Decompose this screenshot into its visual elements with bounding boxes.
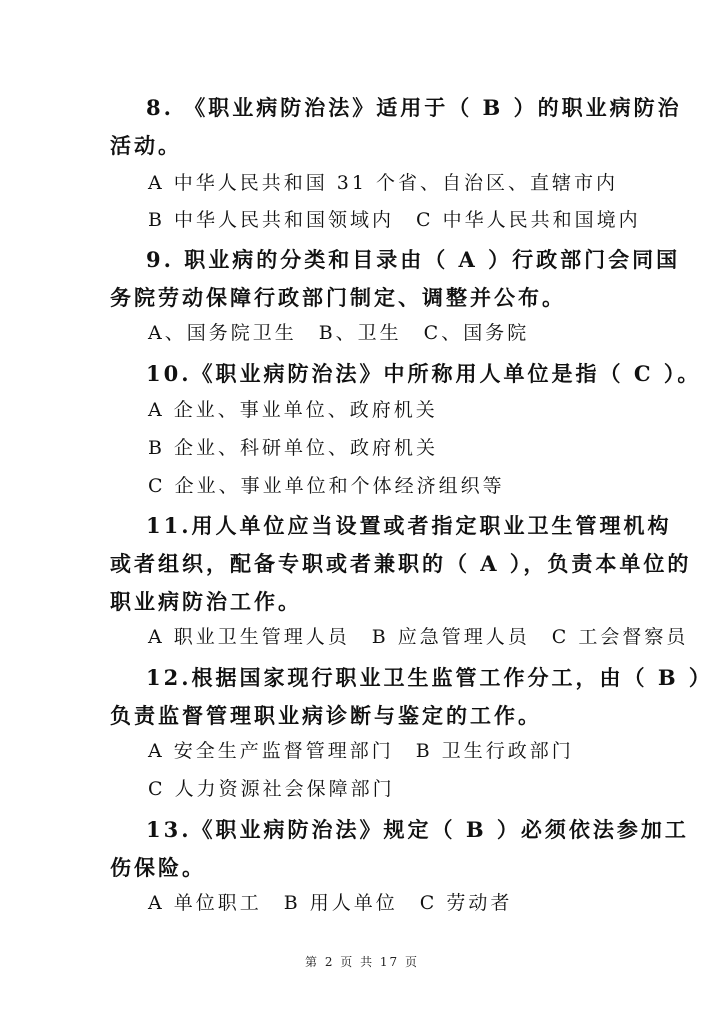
question-12-line-2: 负责监督管理职业病诊断与鉴定的工作。 [110,703,542,728]
question-10-option-a: A 企业、事业单位、政府机关 [148,399,438,421]
question-12-line-1: 12.根据国家现行职业卫生监管工作分工，由（ B ） [146,665,713,690]
question-9-options: A、国务院卫生 B、卫生 C、国务院 [148,322,530,344]
question-8-line-1: 8. 《职业病防治法》适用于（ B ）的职业病防治 [146,95,682,120]
question-10-option-b: B 企业、科研单位、政府机关 [148,437,439,459]
question-8-line-2: 活动。 [110,133,182,158]
question-10-option-c: C 企业、事业单位和个体经济组织等 [148,475,505,497]
question-8-option-bc: B 中华人民共和国领域内 C 中华人民共和国境内 [148,209,641,231]
question-13-line-1: 13.《职业病防治法》规定（ B ）必须依法参加工 [146,817,689,842]
question-9-line-2: 务院劳动保障行政部门制定、调整并公布。 [110,285,566,310]
question-11-options: A 职业卫生管理人员 B 应急管理人员 C 工会督察员 [148,626,689,648]
question-11-line-2: 或者组织，配备专职或者兼职的（ A ），负责本单位的 [110,551,692,576]
question-12-option-c: C 人力资源社会保障部门 [148,778,395,800]
question-11-line-3: 职业病防治工作。 [110,589,302,614]
question-9-line-1: 9. 职业病的分类和目录由（ A ）行政部门会同国 [146,247,681,272]
question-11-line-1: 11.用人单位应当设置或者指定职业卫生管理机构 [146,513,672,538]
question-8-option-a: A 中华人民共和国 31 个省、自治区、直辖市内 [148,172,619,194]
page-number-footer: 第 2 页 共 17 页 [305,955,419,969]
question-12-option-ab: A 安全生产监督管理部门 B 卫生行政部门 [148,740,574,762]
question-13-options: A 单位职工 B 用人单位 C 劳动者 [148,892,513,914]
question-10-line-1: 10.《职业病防治法》中所称用人单位是指（ C ）。 [146,361,702,386]
question-13-line-2: 伤保险。 [110,855,206,880]
